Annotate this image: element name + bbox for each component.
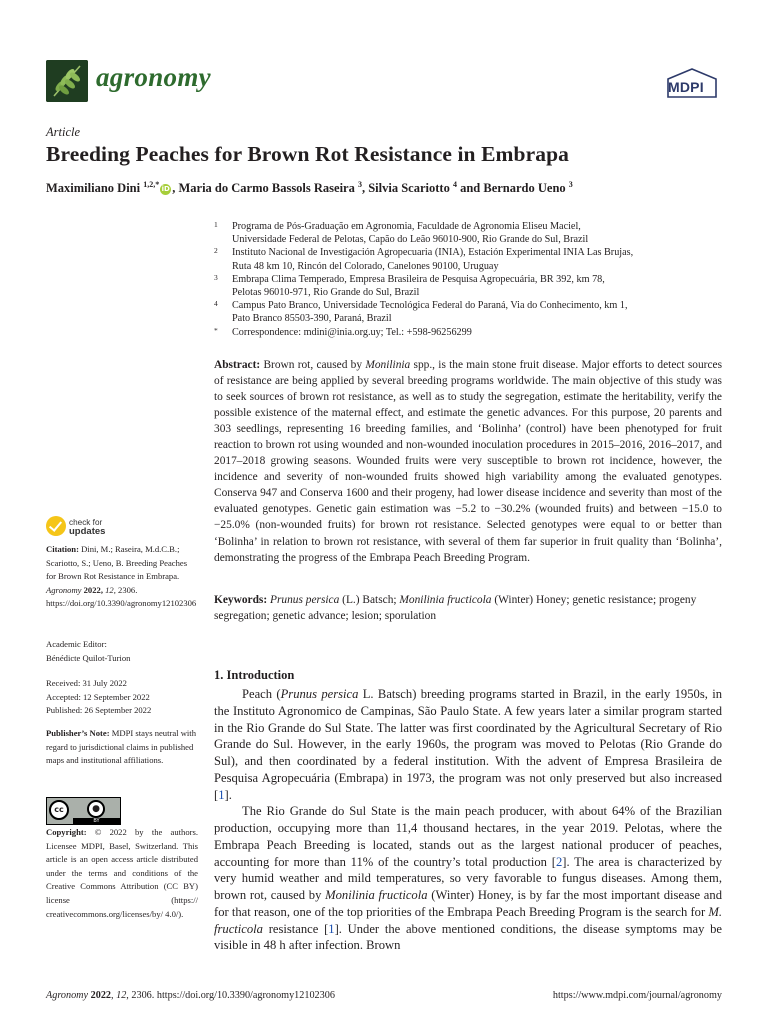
paragraph <box>214 686 722 803</box>
author-sup: 1,2,* <box>143 180 160 189</box>
abstract-label: Abstract: <box>214 359 261 371</box>
publisher-note <box>46 727 198 768</box>
affiliation-number: 2 <box>214 246 218 256</box>
text: Peach ( <box>242 687 281 701</box>
affiliation-line: Instituto Nacional de Investigación Agropecuaria (INIA), Estación Experimental INIA Las Brujas, <box>232 247 634 259</box>
footer-journal: Agronomy <box>46 990 89 1001</box>
published-date: Published: 26 September 2022 <box>46 705 152 716</box>
journal-name: agronomy <box>96 62 211 92</box>
copyright-text: © 2022 by the authors. Licensee MDPI, Basel, Switzerland. This article is an open access article distributed under the terms and conditions of the Creative Commons Attribution (CC BY) license (https:// creativecommons.org/licenses/by/ 4.0/). <box>46 827 198 919</box>
article-type: Article <box>46 125 81 139</box>
affiliation-line: Embrapa Clima Temperado, Empresa Brasileira de Pesquisa Agropecuária, BR 392, km 78, <box>232 273 605 285</box>
abstract-text: spp., is the main stone fruit disease. Major efforts to detect sources of resistance are being applied by several breeding programs worldwide. The main objective of this study was to seek sources of brown rot resistance, as well as to study the segregation, estimate the heritability, verify the possible existence of the maternal effect, and estimate the genetic advances. For this purpose, 20 parents and 303 seedlings, representing 16 breeding families, and ‘Bolinha’ (control) have been phenotyped for fruit reaction to brown rot using wounded and non-wounded inoculation procedures in 2015–2016, 2016–2017, and 2017–2018 growing seasons. Wounded fruits were very susceptible to brown rot incidence, however, the incidence and severity of non-wounded fruits showed high variability among the evaluated genotypes. Conserva 947 and Conserva 1600 and their progeny, had lower disease incidence and severity than most of the evaluated genotypes. Genetic gain estimation was −5.2 to −30.2% (wounded fruits) and between −15.0 to −25.0% (non-wounded fruits) for brown rot resistance. Selected genotypes were equal to or better than ‘Bolinha’ in relation to brown rot resistance, with several of them far superior in fruit quality than ‘Bolinha’, demonstrating the progress of the Embrapa Peach Breeding Program. <box>214 359 722 564</box>
cc-icon: cc <box>49 800 69 820</box>
affiliation-number: 3 <box>214 272 218 282</box>
affiliation-number: 1 <box>214 220 218 229</box>
copyright <box>46 826 198 921</box>
affiliation-line: Campus Pato Branco, Universidade Tecnológica Federal do Paraná, Via do Conhecimento, km 1, <box>232 300 628 312</box>
introduction-body <box>214 686 722 954</box>
affiliations <box>214 220 734 339</box>
citation-doi[interactable]: , 2306. https://doi.org/10.3390/agronomy12102306 <box>46 584 197 609</box>
author-name: Silvia Scariotto <box>368 181 450 196</box>
publisher-logo <box>664 67 720 101</box>
publisher-name: MDPI <box>668 79 704 95</box>
affiliation-item <box>214 220 734 246</box>
correspondence-line: Correspondence: mdini@inia.org.uy; Tel.: +598-96256299 <box>232 326 472 338</box>
species-name: Monilinia fructicola <box>325 888 428 902</box>
article-title: Breeding Peaches for Brown Rot Resistance in Embrapa <box>46 142 569 166</box>
affiliation-line: Pato Branco 85503-390, Paraná, Brazil <box>232 313 392 325</box>
affiliation-number: * <box>214 325 218 335</box>
citation-label: Citation: <box>46 544 79 554</box>
text: ]. <box>224 787 232 802</box>
citation-link[interactable]: 1 <box>218 787 225 802</box>
author-sup: 4 <box>452 180 457 189</box>
dates <box>46 677 198 718</box>
author-name: Maria do Carmo Bassols Raseira <box>178 181 355 196</box>
affiliation-line: Programa de Pós-Graduação em Agronomia, Faculdade de Agronomia Eliseu Maciel, <box>232 221 581 232</box>
text: resistance [ <box>262 921 329 936</box>
cc-license-badge[interactable] <box>46 797 121 825</box>
species-name: Prunus persica <box>280 687 359 701</box>
citation-block <box>46 543 198 611</box>
keyword-species: Monilinia fructicola <box>399 594 492 606</box>
species-name: M. fructicola <box>214 904 722 936</box>
attribution-icon: ● <box>87 800 105 818</box>
footer-volume: 12 <box>116 990 127 1001</box>
editor-label: Academic Editor: <box>46 639 107 649</box>
footer-citation: Agronomy 2022, 12, 2306. https://doi.org/10.3390/agronomy12102306 <box>46 990 335 1001</box>
citation-text: Dini, M.; Raseira, M.d.C.B.; Scariotto, S.; Ueno, B. Breeding Peaches for Brown Rot Resistance in Embrapa. <box>46 544 188 582</box>
citation-volume: 12 <box>105 584 114 595</box>
text: (Winter) Honey, is by far the most important disease and for that reason, one of the top priorities of the Embrapa Peach Breeding Program is the search for <box>214 888 722 919</box>
author-name: Bernardo Ueno <box>483 181 566 196</box>
footer-journal-url[interactable]: https://www.mdpi.com/journal/agronomy <box>552 990 722 1001</box>
affiliation-line: Pelotas 96010-971, Rio Grande do Sul, Brazil <box>232 287 420 299</box>
text: L. Batsch) breeding programs started in Brazil, in the early 1950s, in the Instituto Agronomico de Campinas, São Paulo State. A few years later a similar program started in the Rio Grande do Sul State. The latter was first coordinated by the Agricultural Secretary of Rio Grande do Sul. However, in the early 1960s, the program was moved to Pelotas (Rio Grande do Sul), and then coordinated by a federal institution. With the advent of Empresa Brasileira de Pesquisa Agropecuária (Embrapa) in 1973, the program was not only preserved but also increased [ <box>214 687 723 802</box>
paragraph <box>214 803 722 954</box>
affiliation-item <box>214 246 734 272</box>
received-date: Received: 31 July 2022 <box>46 678 127 688</box>
publisher-note-label: Publisher’s Note: <box>46 728 110 738</box>
abstract-text: Brown rot, caused by <box>263 359 366 371</box>
text: The Rio Grande do Sul State is the main peach producer, with about 64% of the Brazilian production, occupying more than 11,4 thousand hectares, in the year 2019. Pelotas, where the Embrapa Peach Breeding is located, stands out as the largest national producer of peaches, accounting for more than 11% of the country’s total production [ <box>214 804 722 869</box>
footer-year: 2022 <box>88 990 111 1001</box>
orcid-icon[interactable]: iD <box>161 185 170 194</box>
citation-year: 2022, <box>81 584 106 595</box>
keyword-text: (L.) Batsch; <box>339 594 400 606</box>
keywords <box>214 592 722 624</box>
keyword-text: (Winter) Honey; genetic resistance; progeny segregation; genetic advance; lesion; sporulation <box>214 594 697 623</box>
author-sup: 3 <box>357 180 362 189</box>
copyright-label: Copyright: <box>46 827 87 837</box>
check-text-line: updates <box>69 526 106 537</box>
footer-doi[interactable]: , 2306. https://doi.org/10.3390/agronomy12102306 <box>126 990 335 1001</box>
academic-editor <box>46 638 198 665</box>
author-sup: 3 <box>568 180 573 189</box>
citation-link[interactable]: 1 <box>328 921 335 936</box>
journal-logo <box>46 60 88 102</box>
abstract-genus: Monilinia <box>365 359 411 371</box>
keyword-species: Prunus persica <box>270 594 340 606</box>
text: ]. Under the above mentioned conditions, the disease symptoms may be visible in 48 h after infection. Brown <box>214 921 723 953</box>
abstract <box>214 357 722 566</box>
affiliation-line: Universidade Federal de Pelotas, Capão do Leão 96010-900, Rio Grande do Sul, Brazil <box>232 234 589 246</box>
affiliation-number: 4 <box>214 299 218 309</box>
publisher-note-text: MDPI stays neutral with regard to jurisdictional claims in published maps and institutional affiliations. <box>46 728 196 766</box>
text: ]. The area is characterized by very humid weather and mild temperatures, so very favorable to fungus diseases. Among them, brown rot, caused by <box>214 854 723 902</box>
check-text-line: check for <box>69 518 103 527</box>
check-icon <box>46 516 66 536</box>
check-for-updates-label <box>69 518 105 536</box>
cc-by-label: BY <box>73 818 120 824</box>
editor-name: Bénédicte Quilot-Turion <box>46 652 131 663</box>
affiliation-item <box>214 299 734 325</box>
author-list: Maximiliano Dini $^{1,2,*}$iD , Maria do Carmo Bassols Raseira $^3$, Silvia Scariotto $^4$ and Bernardo Ueno $^3$ <box>46 180 573 196</box>
section-heading: 1. Introduction <box>214 668 295 682</box>
author-name: Maximiliano Dini <box>46 181 141 196</box>
accepted-date: Accepted: 12 September 2022 <box>46 691 150 702</box>
keywords-label: Keywords: <box>214 594 268 606</box>
correspondence <box>214 326 734 339</box>
affiliation-line: Ruta 48 km 10, Rincón del Colorado, Canelones 90100, Uruguay <box>232 260 499 272</box>
affiliation-item <box>214 273 734 299</box>
citation-journal: Agronomy <box>46 584 82 595</box>
citation-link[interactable]: 2 <box>555 854 563 869</box>
